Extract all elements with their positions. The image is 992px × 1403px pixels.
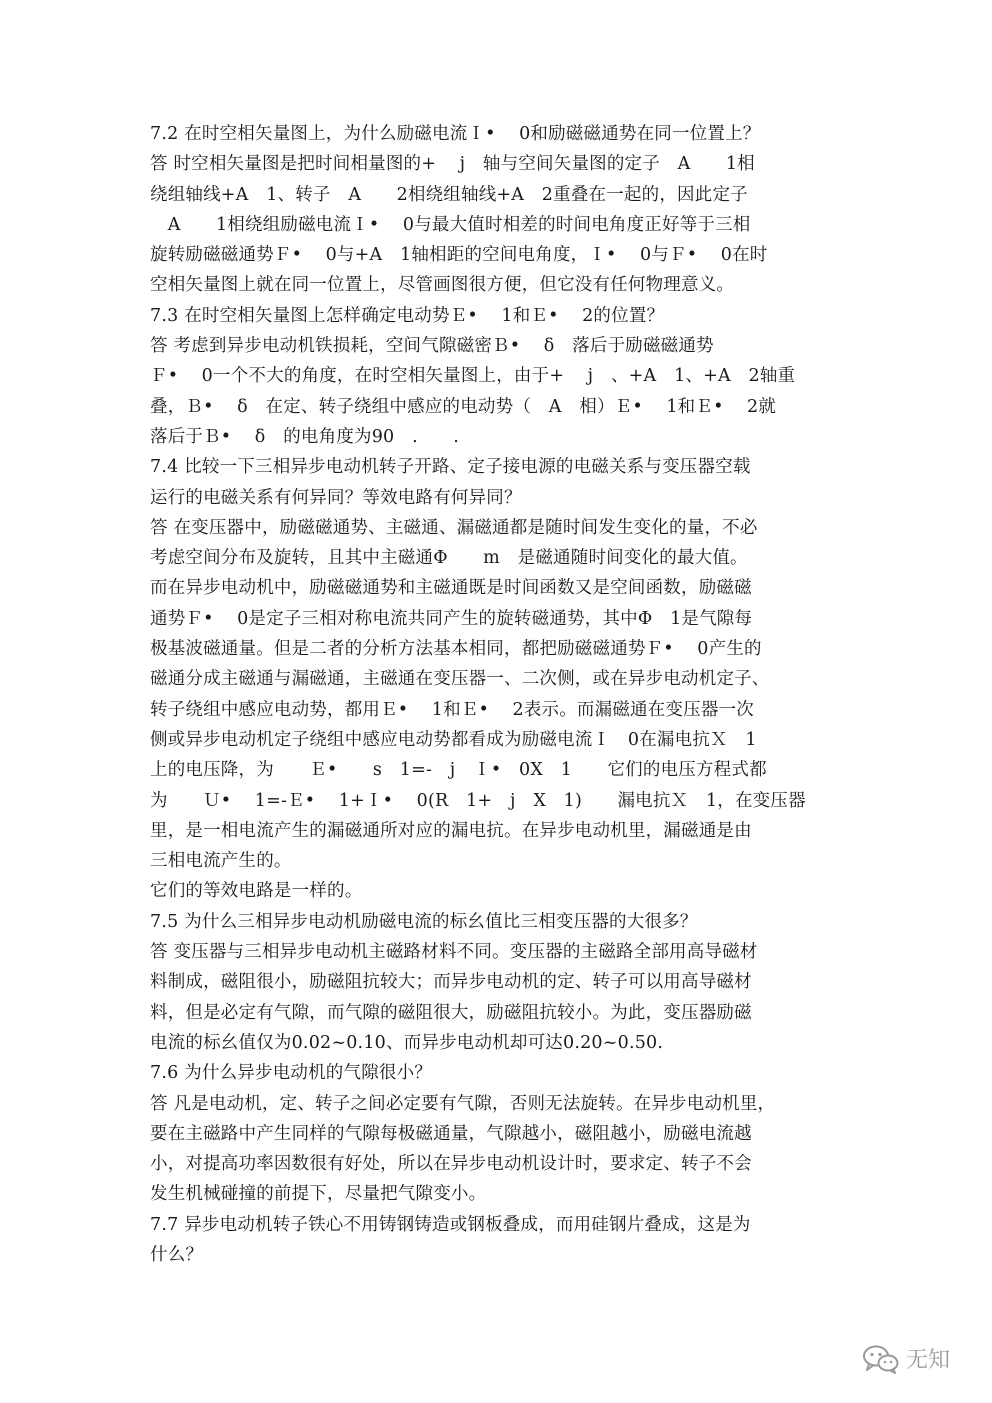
text-line: 7.6 为什么异步电动机的气隙很小？	[150, 1063, 432, 1084]
text-line: 答 在变压器中，励磁磁通势、主磁通、漏磁通都是随时间发生变化的量，不必	[150, 517, 758, 538]
text-line: 7.4 比较一下三相异步电动机转子开路、定子接电源的电磁关系与变压器空载	[150, 457, 751, 478]
text-line: 7.5 为什么三相异步电动机励磁电流的标幺值比三相变压器的大很多？	[150, 911, 698, 932]
text-line: 绕组轴线+A 1、转子 A 2相绕组轴线+A 2重叠在一起的，因此定子	[150, 184, 748, 205]
text-line: 7.3 在时空相矢量图上怎样确定电动势Ｅ• 1和Ｅ• 2的位置？	[150, 305, 665, 326]
text-line: 电流的标幺值仅为0.02~0.10、而异步电动机却可达0.20~0.50.	[150, 1032, 664, 1053]
text-line: 答 凡是电动机，定、转子之间必定要有气隙，否则无法旋转。在异步电动机里，	[150, 1093, 776, 1114]
text-line: 极基波磁通量。但是二者的分析方法基本相同，都把励磁磁通势Ｆ• 0产生的	[150, 639, 762, 660]
text-line: 落后于Ｂ• δ 的电角度为90 . .	[150, 426, 460, 447]
text-line: 里，是一相电流产生的漏磁通所对应的漏电抗。在异步电动机里，漏磁通是由	[150, 820, 752, 841]
text-line: 上的电压降，为 Ｅ• s 1=- j Ｉ• 0X 1 它们的电压方程式都	[150, 760, 767, 781]
text-line: 通势Ｆ• 0是定子三相对称电流共同产生的旋转磁通势，其中Φ 1是气隙每	[150, 608, 753, 629]
text-line: 7.7 异步电动机转子铁心不用铸钢铸造或钢板叠成，而用硅钢片叠成，这是为	[150, 1214, 751, 1235]
text-line: 答 考虑到异步电动机铁损耗，空间气隙磁密Ｂ• δ 落后于励磁磁通势	[150, 336, 714, 357]
text-line: 空相矢量图上就在同一位置上，尽管画图很方便，但它没有任何物理意义。	[150, 275, 735, 296]
wechat-icon	[862, 1344, 900, 1374]
text-line: 为 Ｕ• 1=-Ｅ• 1+Ｉ• 0(R 1+ j X 1) 漏电抗Ｘ 1，在变压器	[150, 790, 806, 811]
text-line: 磁通分成主磁通与漏磁通，主磁通在变压器一、二次侧，或在异步电动机定子、	[150, 669, 770, 690]
text-line: 叠，Ｂ• δ 在定、转子绕组中感应的电动势（ A 相）Ｅ• 1和Ｅ• 2就	[150, 396, 777, 417]
text-line: A 1相绕组励磁电流Ｉ• 0与最大值时相差的时间电角度正好等于三相	[150, 214, 751, 235]
text-line: 答 时空相矢量图是把时间相量图的+ j 轴与空间矢量图的定子 A 1相	[150, 154, 755, 175]
text-line: Ｆ• 0一个不大的角度，在时空相矢量图上，由于+ j 、+A 1、+A 2轴重	[150, 366, 796, 387]
text-line: 旋转励磁磁通势Ｆ• 0与+A 1轴相距的空间电角度，Ｉ• 0与Ｆ• 0在时	[150, 245, 768, 266]
watermark	[862, 1343, 950, 1374]
text-line: 小，对提高功率因数很有好处，所以在异步电动机设计时，要求定、转子不会	[150, 1154, 752, 1175]
text-line: 转子绕组中感应电动势，都用Ｅ• 1和Ｅ• 2表示。而漏磁通在变压器一次	[150, 699, 754, 720]
text-line: 它们的等效电路是一样的。	[150, 881, 363, 902]
document-body	[150, 119, 850, 1270]
watermark-text: 无知	[906, 1348, 951, 1373]
text-line: 侧或异步电动机定子绕组中感应电动势都看成为励磁电流Ｉ 0在漏电抗Ｘ 1	[150, 729, 757, 750]
text-line: 发生机械碰撞的前提下，尽量把气隙变小。	[150, 1184, 487, 1205]
text-line: 三相电流产生的。	[150, 851, 292, 872]
text-line: 7.2 在时空相矢量图上，为什么励磁电流Ｉ• 0和励磁磁通势在同一位置上？	[150, 124, 761, 144]
text-line: 料，但是必定有气隙，而气隙的磁阻很大，励磁阻抗较小。为此，变压器励磁	[150, 1002, 752, 1023]
text-line: 运行的电磁关系有何异同？等效电路有何异同？	[150, 487, 522, 508]
text-line: 考虑空间分布及旋转，且其中主磁通Φ m 是磁通随时间变化的最大值。	[150, 548, 748, 569]
text-line: 要在主磁路中产生同样的气隙每极磁通量，气隙越小，磁阻越小，励磁电流越	[150, 1123, 752, 1144]
text-line: 什么？	[150, 1244, 204, 1265]
text-line: 而在异步电动机中，励磁磁通势和主磁通既是时间函数又是空间函数，励磁磁	[150, 578, 752, 599]
text-line: 答 变压器与三相异步电动机主磁路材料不同。变压器的主磁路全部用高导磁材	[150, 942, 758, 963]
text-line: 料制成，磁阻很小，励磁阻抗较大；而异步电动机的定、转子可以用高导磁材	[150, 972, 752, 993]
